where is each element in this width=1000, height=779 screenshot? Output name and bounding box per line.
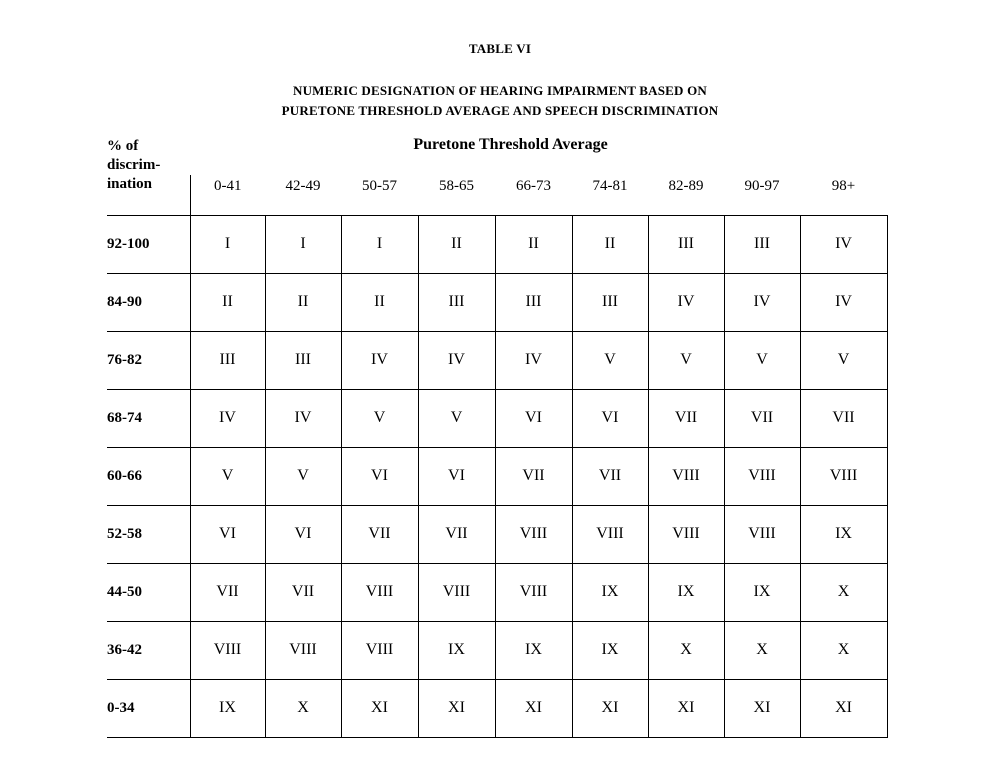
table-cell: XI [495, 679, 572, 737]
table-row [107, 215, 887, 273]
table-cell: X [724, 621, 800, 679]
table-cell: VII [341, 505, 418, 563]
table-cell: IX [800, 505, 887, 563]
table-cell: VIII [265, 621, 341, 679]
table-cell: II [265, 273, 341, 331]
table-cell: V [265, 447, 341, 505]
table-cell: VI [190, 505, 265, 563]
table-subtitle-line2: PURETONE THRESHOLD AVERAGE AND SPEECH DISCRIMINATION [281, 103, 719, 118]
table-cell: VII [418, 505, 495, 563]
table-row [107, 621, 887, 679]
table-title: TABLE VI [468, 41, 532, 56]
table-header [107, 133, 887, 215]
table-cell: VI [418, 447, 495, 505]
column-header: 82-89 [648, 175, 724, 215]
table-cell: VI [341, 447, 418, 505]
table-cell: VII [572, 447, 648, 505]
table-cell: XI [800, 679, 887, 737]
stub-header-line: % of [107, 138, 139, 154]
table-cell: I [341, 215, 418, 273]
table-cell: II [341, 273, 418, 331]
row-label: 36-42 [107, 621, 190, 679]
table-cell: VI [495, 389, 572, 447]
table-row [107, 389, 887, 447]
table-cell: III [190, 331, 265, 389]
table-cell: X [648, 621, 724, 679]
table-cell: IV [341, 331, 418, 389]
table-cell: V [418, 389, 495, 447]
table-cell: IX [572, 621, 648, 679]
group-header: Puretone Threshold Average [413, 136, 608, 153]
table-cell: VIII [495, 505, 572, 563]
table-cell: IV [648, 273, 724, 331]
table-cell: V [724, 331, 800, 389]
table-cell: XI [648, 679, 724, 737]
row-label: 68-74 [107, 389, 190, 447]
column-header: 66-73 [495, 175, 572, 215]
table-cell: VII [190, 563, 265, 621]
row-label: 52-58 [107, 505, 190, 563]
table-body [107, 215, 887, 737]
row-label: 92-100 [107, 215, 190, 273]
table-cell: III [724, 215, 800, 273]
table-cell: IV [265, 389, 341, 447]
table-cell: VII [800, 389, 887, 447]
row-label: 84-90 [107, 273, 190, 331]
table-row [107, 563, 887, 621]
table-subtitle-line1: NUMERIC DESIGNATION OF HEARING IMPAIRMENT BASED ON [293, 83, 707, 98]
row-label: 44-50 [107, 563, 190, 621]
table-cell: I [265, 215, 341, 273]
stub-header [107, 133, 190, 215]
table-row [107, 273, 887, 331]
stub-header-line: ination [107, 176, 153, 192]
table-cell: III [572, 273, 648, 331]
table-row [107, 331, 887, 389]
table-cell: III [418, 273, 495, 331]
table-cell: IV [800, 215, 887, 273]
table-cell: IV [800, 273, 887, 331]
table-cell: X [265, 679, 341, 737]
row-label: 60-66 [107, 447, 190, 505]
table-cell: IX [648, 563, 724, 621]
table-cell: IV [190, 389, 265, 447]
row-label: 0-34 [107, 679, 190, 737]
table-cell: VIII [800, 447, 887, 505]
table-cell: II [495, 215, 572, 273]
table-cell: VIII [724, 505, 800, 563]
table-cell: VIII [190, 621, 265, 679]
table-cell: VII [648, 389, 724, 447]
table-cell: VIII [648, 505, 724, 563]
table-cell: VIII [724, 447, 800, 505]
table-row [107, 447, 887, 505]
table-cell: IV [724, 273, 800, 331]
table-cell: V [800, 331, 887, 389]
table-row [107, 505, 887, 563]
table-cell: V [648, 331, 724, 389]
table-cell: II [572, 215, 648, 273]
table-cell: VII [724, 389, 800, 447]
table-cell: IV [495, 331, 572, 389]
table-cell: X [800, 621, 887, 679]
table-cell: I [190, 215, 265, 273]
table-cell: X [800, 563, 887, 621]
table-cell: III [495, 273, 572, 331]
table-cell: IV [418, 331, 495, 389]
table-cell: IX [724, 563, 800, 621]
table-cell: V [341, 389, 418, 447]
column-header: 98+ [800, 175, 887, 215]
table-cell: XI [418, 679, 495, 737]
column-header: 58-65 [418, 175, 495, 215]
table-cell: IX [418, 621, 495, 679]
table-cell: VIII [341, 563, 418, 621]
hearing-impairment-table [107, 133, 888, 738]
table-cell: II [418, 215, 495, 273]
table-cell: VIII [418, 563, 495, 621]
table-cell: XI [341, 679, 418, 737]
table-cell: VIII [495, 563, 572, 621]
column-header: 42-49 [265, 175, 341, 215]
column-header: 0-41 [190, 175, 265, 215]
column-header: 74-81 [572, 175, 648, 215]
table-cell: VI [265, 505, 341, 563]
table-cell: III [648, 215, 724, 273]
table-cell: III [265, 331, 341, 389]
column-header: 90-97 [724, 175, 800, 215]
table-cell: VIII [572, 505, 648, 563]
table-cell: IX [495, 621, 572, 679]
table-cell: XI [572, 679, 648, 737]
table-cell: V [572, 331, 648, 389]
table-cell: VIII [341, 621, 418, 679]
table-cell: XI [724, 679, 800, 737]
group-header-row [107, 133, 887, 175]
stub-header-line: discrim- [107, 157, 161, 173]
table-cell: VII [495, 447, 572, 505]
table-cell: IX [190, 679, 265, 737]
column-header: 50-57 [341, 175, 418, 215]
column-header-row [107, 175, 887, 215]
table-cell: IX [572, 563, 648, 621]
table-cell: V [190, 447, 265, 505]
row-label: 76-82 [107, 331, 190, 389]
table-cell: II [190, 273, 265, 331]
table-cell: VII [265, 563, 341, 621]
table-row [107, 679, 887, 737]
table-cell: VI [572, 389, 648, 447]
table-cell: VIII [648, 447, 724, 505]
